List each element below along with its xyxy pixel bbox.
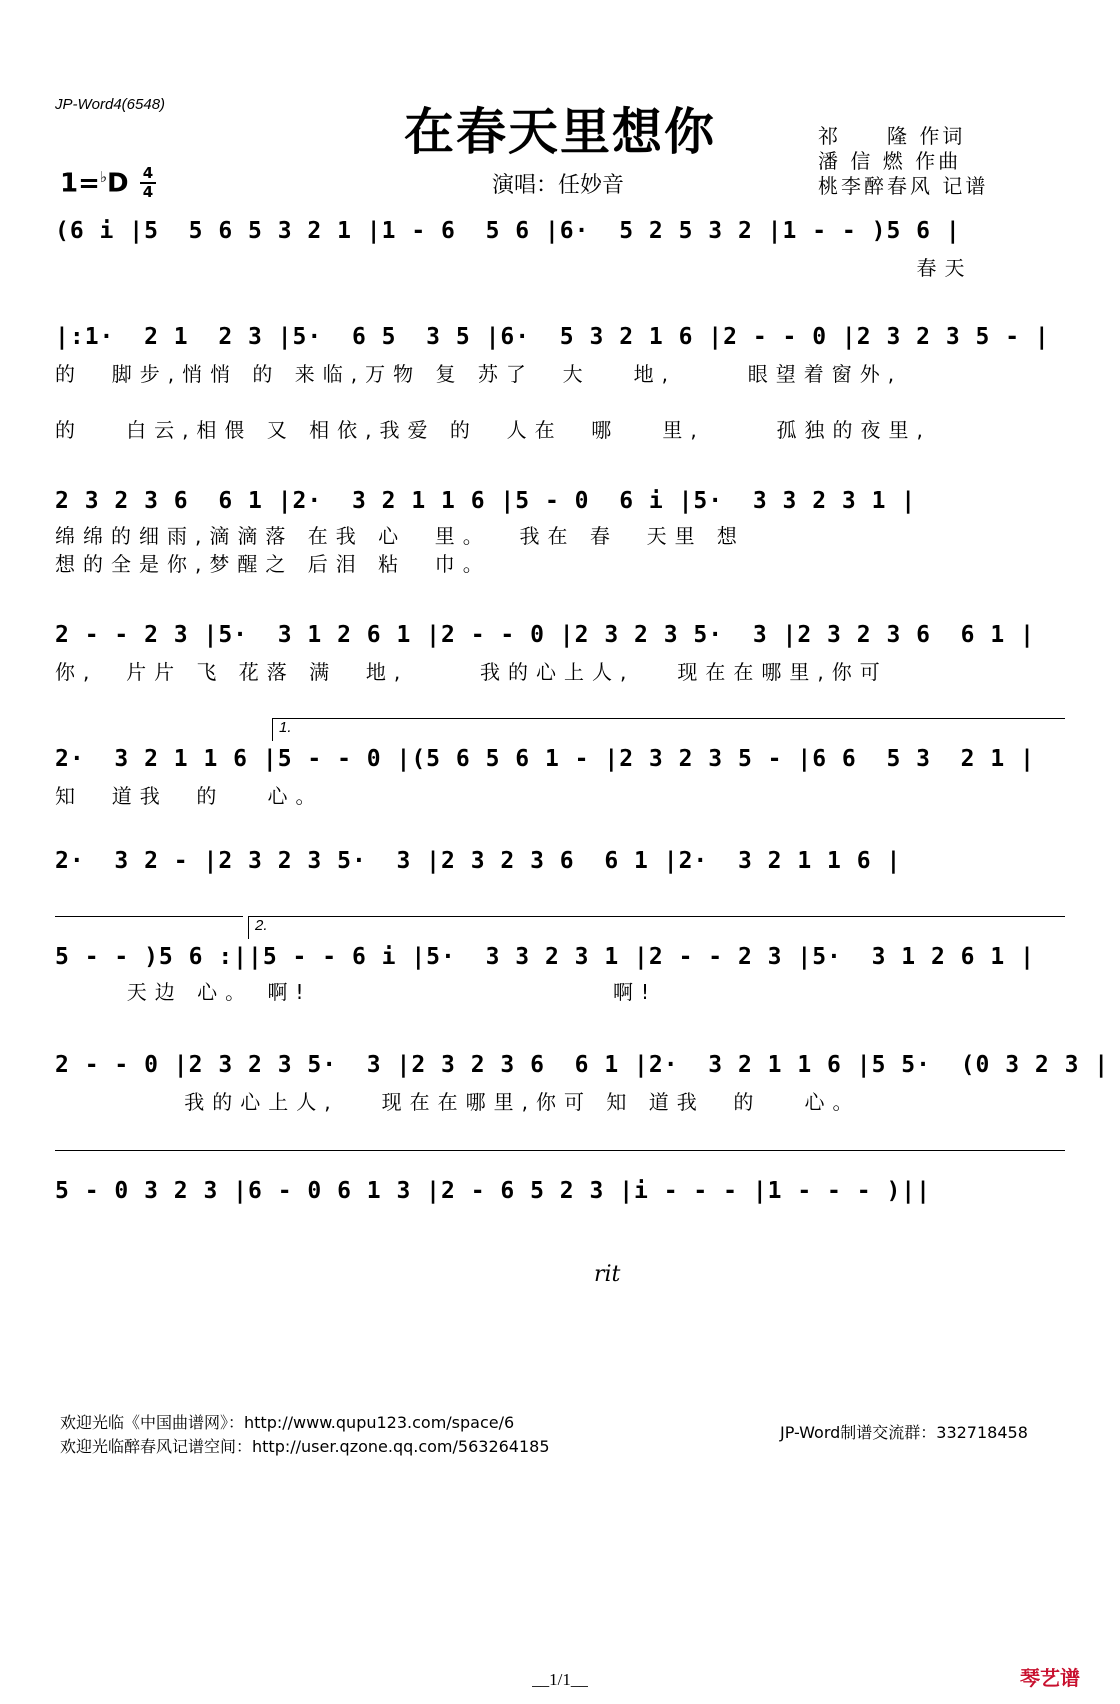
score-row-8: 2 - - 0 |2 3 2 3 5· 3 |2 3 2 3 6 6 1 |2· 3 2 1 1 6 |5 5· (0 3 2 3 | [55, 1052, 1110, 1078]
time-signature: 4 4 [140, 166, 156, 200]
score-row-3: 2 3 2 3 6 6 1 |2· 3 2 1 1 6 |5 - 0 6 i |5· 3 3 2 3 1 | [55, 488, 917, 514]
composer-credit: 潘 信 燃 作曲 [818, 149, 962, 173]
score-row-5: 2· 3 2 1 1 6 |5 - - 0 |(5 6 5 6 1 - |2 3 2 3 5 - |6 6 5 3 2 1 | [55, 746, 1035, 772]
footer-site-link: 欢迎光临《中国曲谱网》：http://www.qupu123.com/space/6 [60, 1413, 515, 1432]
transcriber-credit: 桃李醉春风 记谱 [818, 174, 989, 198]
volta-first-ending: 1. [272, 718, 1065, 741]
volta-line-final [55, 1150, 1065, 1151]
key-signature: 1=♭D [60, 168, 129, 199]
lyric-row-7: 天边 心。 啊! 啊! [55, 980, 658, 1004]
song-title: 在春天里想你 [404, 102, 716, 161]
score-row-7: 5 - - )5 6 :||5 - - 6 i |5· 3 3 2 3 1 |2 - - 2 3 |5· 3 1 2 6 1 | [55, 944, 1035, 970]
score-row-2: |:1· 2 1 2 3 |5· 6 5 3 5 |6· 5 3 2 1 6 |2 - - 0 |2 3 2 3 5 - | [55, 324, 1050, 350]
lyric-row-1: 春天 [55, 256, 973, 280]
score-row-9: 5 - 0 3 2 3 |6 - 0 6 1 3 |2 - 6 5 2 3 |i - - - |1 - - - )|| [55, 1178, 931, 1204]
watermark-logo: 琴艺谱 [1020, 1666, 1080, 1690]
score-row-1: (6 i |5 5 6 5 3 2 1 |1 - 6 5 6 |6· 5 2 5 3 2 |1 - - )5 6 | [55, 218, 961, 244]
score-row-4: 2 - - 2 3 |5· 3 1 2 6 1 |2 - - 0 |2 3 2 3 5· 3 |2 3 2 3 6 6 1 | [55, 622, 1035, 648]
ritardando-mark: rit [594, 1262, 621, 1287]
volta-second-ending: 2. [248, 916, 1065, 939]
lyric-row-2-verse-2: 的 白云,相偎 又 相依,我爱 的 人在 哪 里, 孤独的夜里, [55, 418, 931, 442]
singer-credit: 演唱：任妙音 [492, 173, 625, 198]
lyricist-credit: 祁 隆 作词 [818, 124, 966, 148]
score-row-6: 2· 3 2 - |2 3 2 3 5· 3 |2 3 2 3 6 6 1 |2· 3 2 1 1 6 | [55, 848, 902, 874]
lyric-row-5: 知 道我 的 心。 [55, 784, 324, 808]
lyric-row-4: 你, 片片 飞 花落 满 地, 我的心上人, 现在在哪里,你可 [55, 660, 888, 684]
lyric-row-2-verse-1: 的 脚步,悄悄 的 来临,万物 复 苏了 大 地, 眼望着窗外, [55, 362, 903, 386]
footer-space-link: 欢迎光临醉春风记谱空间：http://user.qzone.qq.com/563264185 [60, 1437, 550, 1456]
lyric-row-3-verse-1: 绵绵的细雨,滴滴落 在我 心 里。 我在 春 天里 想 [55, 524, 745, 548]
volta-continuation-line [55, 916, 243, 917]
lyric-row-8: 我的心上人, 现在在哪里,你可 知 道我 的 心。 [55, 1090, 861, 1114]
lyric-row-3-verse-2: 想的全是你,梦醒之 后泪 粘 巾。 [55, 552, 491, 576]
footer-group: JP-Word制谱交流群：332718458 [780, 1423, 1028, 1442]
page-number: __1/1__ [532, 1670, 588, 1689]
software-tag: JP-Word4(6548) [55, 96, 166, 113]
